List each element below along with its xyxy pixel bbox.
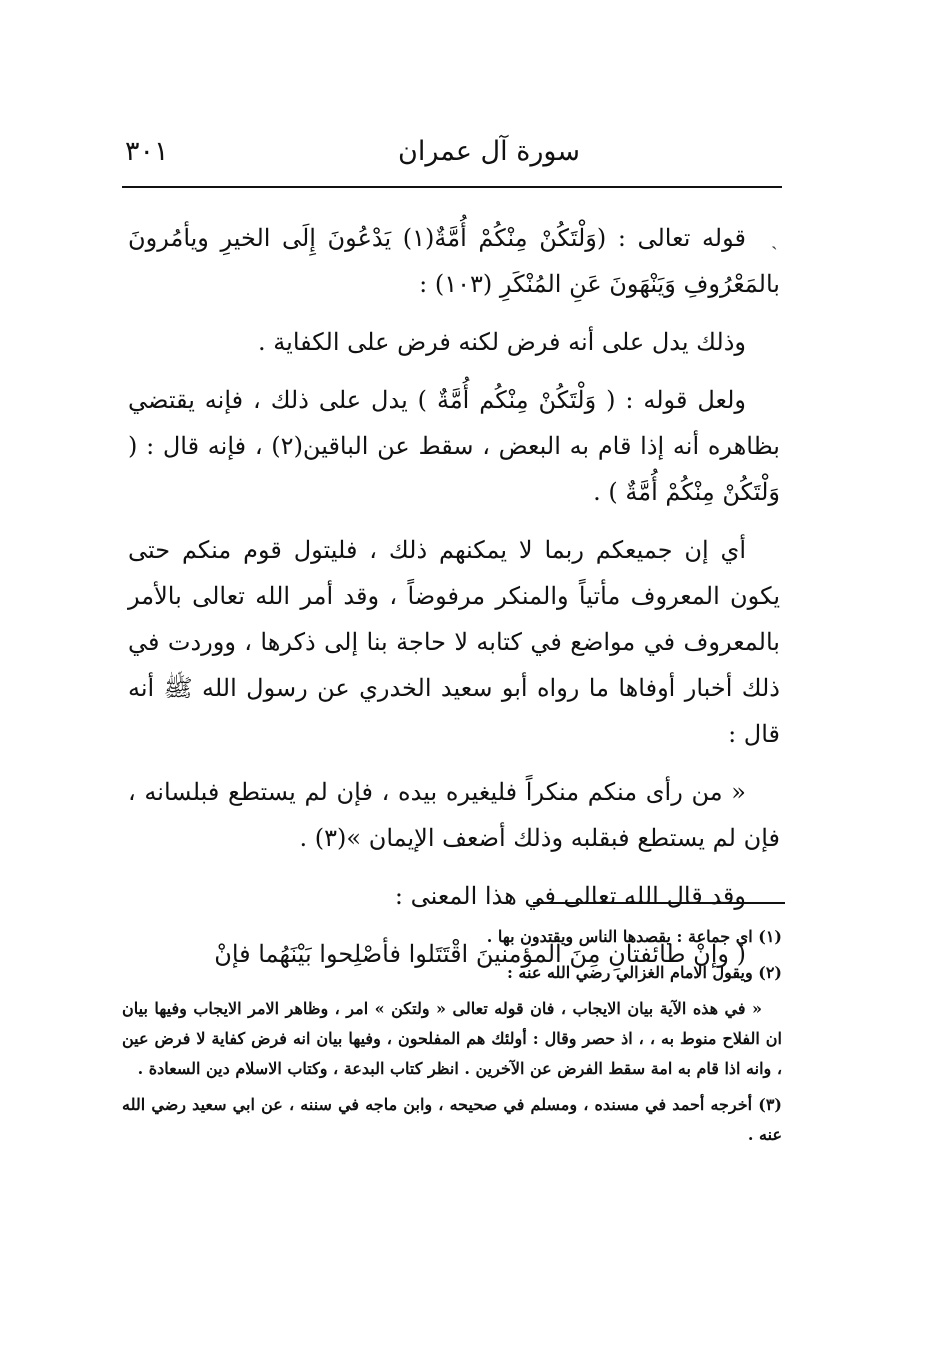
running-title: سورة آل عمران — [398, 136, 580, 167]
paragraph-verse-quote: ( وإنْ طائفتانِ مِنَ المؤمنينَ اقْتَتَلوا فأصْلِحوا بَيْنَهُما فإنْ — [214, 940, 746, 968]
footnote-2-quote: « في هذه الآية بيان الايجاب ، فان قوله تعالى « ولتكن » امر ، وظاهر الامر الايجاب وفيها بيان ان الفلاح منوط به ، ، اذ حصر وقال : أولئك هم المفلحون ، وفيها بيان انه فرض كفاية لا فرض عين ، وانه اذا قام به امة سقط الفرض عن الآخرين . انظر كتاب البدعة ، وكتاب الاسلام دين السعادة . — [122, 999, 782, 1078]
paragraph-intro-verse: وقد قال الله تعالى في هذا المعنى : — [394, 882, 746, 910]
footnote-3: (٣) أخرجه أحمد في مسنده ، ومسلم في صحيحه ، وابن ماجه في سننه ، عن ابي سعيد رضي الله عنه . — [122, 1095, 782, 1144]
paragraph-commentary: ولعل قوله : ( وَلْتَكُنْ مِنْكُم أُمَّةٌ ) يدل على ذلك ، فإنه يقتضي بظاهره أنه إذا قام به البعض ، سقط عن الباقين(٢) ، فإنه قال : ( وَلْتَكُنْ مِنْكُمْ أُمَّةٌ ) . — [128, 386, 780, 506]
footnote-rule — [533, 902, 785, 904]
paragraph-verse-103: قوله تعالى : (وَلْتَكُنْ مِنْكُمْ أُمَّةٌ(١) يَدْعُونَ إِلَى الخيرِ ويأمُرونَ بالمَعْرُوفِ وَيَنْهَونَ عَنِ المُنْكَرِ (١٠٣) : — [128, 224, 780, 298]
footnote-1: (١) اي جماعة : يقصدها الناس ويقتدون بها . — [486, 927, 782, 946]
main-text — [128, 215, 780, 989]
footnotes — [122, 922, 782, 1156]
paragraph-kifaya: وذلك يدل على أنه فرض لكنه فرض على الكفاية . — [258, 328, 746, 356]
margin-mark-icon: ˎ — [771, 226, 778, 250]
header-rule — [122, 186, 782, 188]
paragraph-explanation: أي إن جميعكم ربما لا يمكنهم ذلك ، فليتول قوم منكم حتى يكون المعروف مأتياً والمنكر مرفوضاً ، وقد أمر الله تعالى بالأمر بالمعروف في مواضع في كتابه لا حاجة بنا إلى ذكرها ، ووردت في ذلك أخبار أوفاها ما رواه أبو سعيد الخدري عن رسول الله ﷺ أنه قال : — [128, 536, 780, 748]
footnote-2: (٢) ويقول الامام الغزالي رضي الله عنه : — [506, 963, 782, 982]
paragraph-hadith: « من رأى منكم منكراً فليغيره بيده ، فإن لم يستطع فبلسانه ، فإن لم يستطع فبقلبه وذلك أضعف الإيمان »(٣) . — [128, 778, 780, 852]
page-header — [125, 132, 785, 172]
page-number: ٣٠١ — [125, 136, 169, 167]
